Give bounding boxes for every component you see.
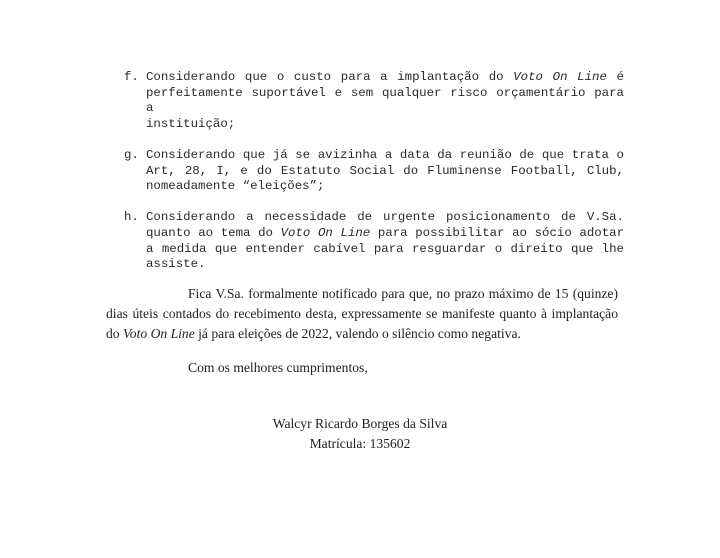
text-line: Considerando que o custo para a implantação do Voto On Line é — [146, 70, 624, 84]
list-item-text — [146, 148, 624, 195]
list-item-text — [146, 70, 624, 132]
list-item-letter: f. — [124, 70, 139, 84]
emphasis-text: Voto On Line — [280, 225, 371, 240]
text-line: Considerando a necessidade de urgente posicionamento de V.Sa. — [146, 210, 624, 225]
text-line: nomeadamente “eleições”; — [146, 179, 325, 194]
list-item-letter: g. — [124, 147, 139, 162]
text-line: assiste. — [146, 257, 206, 272]
list-item — [124, 70, 624, 132]
notice-paragraph — [106, 284, 618, 344]
list-item-text — [146, 210, 624, 272]
text-line: Art, 28, I, e do Estatuto Social do Fluminense Football, Club, — [146, 163, 624, 178]
signatory-name: Walcyr Ricardo Borges da Silva — [272, 416, 448, 431]
notice-line: do Voto On Line já para eleições de 2022, valendo o silêncio como negativa. — [106, 326, 521, 341]
notice-line: dias úteis contados do recebimento desta, expressamente se manifeste quanto à implantação — [106, 306, 618, 321]
text-line: a medida que entender cabível para resguardar o direito que lhe — [146, 241, 624, 256]
text-line: Considerando que já se avizinha a data da reunião de que trata o — [146, 147, 624, 162]
registration-number: Matrícula: 135602 — [309, 436, 411, 451]
considerations-list — [124, 70, 624, 288]
text-line: perfeitamente suportável e sem qualquer risco orçamentário para a — [146, 85, 624, 116]
text-line: quanto ao tema do Voto On Line para possibilitar ao sócio adotar — [146, 225, 625, 240]
list-item — [124, 148, 624, 195]
signature-block — [0, 414, 720, 454]
notice-line: Fica V.Sa. formalmente notificado para que, no prazo máximo de 15 (quinze) — [188, 286, 618, 301]
emphasis-text: Voto On Line — [513, 70, 607, 84]
closing-salutation: Com os melhores cumprimentos, — [188, 360, 368, 375]
text-line: instituição; — [146, 116, 236, 131]
list-item — [124, 210, 624, 272]
emphasis-text: Voto On Line — [123, 326, 195, 341]
list-item-letter: h. — [124, 210, 139, 225]
